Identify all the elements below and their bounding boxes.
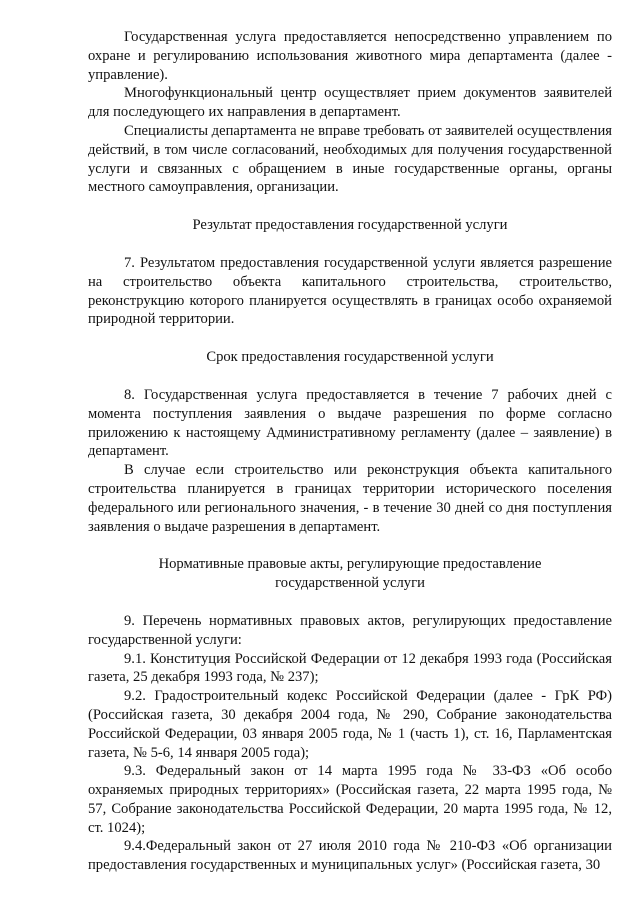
paragraph-9-3: 9.3. Федеральный закон от 14 марта 1995 года № 33-ФЗ «Об особо охраняемых природных территориях» (Российская газета, 22 марта 1995 года, № 57, Собрание законодательства Российской Федерации, 20 марта 1995 года, № 12, ст. 1024); [88, 763, 612, 836]
paragraph-8-historic: В случае если строительство или реконструкция объекта капитального строительства планируется в границах территории исторического поселения федерального или регионального значения, - в течение 30 дней со дня поступления заявления о выдаче разрешения в департамент. [88, 462, 612, 535]
paragraph-9-2: 9.2. Градостроительный кодекс Российской Федерации (далее - ГрК РФ) (Российская газета, 30 декабря 2004 года, № 290, Собрание законодательства Российской Федерации, 03 января 2005 года, № 1 (часть 1), ст. 16, Парламентская газета, № 5-6, 14 января 2005 года); [88, 688, 612, 761]
paragraph-specialists: Специалисты департамента не вправе требовать от заявителей осуществления действий, в том числе согласований, необходимых для получения государственной услуги и связанных с обращением в иные государственные органы, органы местного самоуправления, организации. [88, 122, 612, 196]
paragraph-8: 8. Государственная услуга предоставляется в течение 7 рабочих дней с момента поступления заявления о выдаче разрешения по форме согласно приложению к настоящему Административному регламенту (далее – заявление) в департамент. [88, 386, 612, 460]
paragraph-management: Государственная услуга предоставляется непосредственно управлением по охране и регулированию использования животного мира департамента (далее - управление). [88, 29, 612, 83]
paragraph-9: 9. Перечень нормативных правовых актов, регулирующих предоставление государственной услуги: [88, 612, 612, 648]
paragraph-9-1: 9.1. Конституция Российской Федерации от 12 декабря 1993 года (Российская газета, 25 декабря 1993 года, № 237); [88, 650, 612, 686]
paragraph-mfc: Многофункциональный центр осуществляет прием документов заявителей для последующего их направления в департамент. [88, 85, 612, 121]
document-body [88, 28, 612, 875]
paragraph-7: 7. Результатом предоставления государственной услуги является разрешение на строительство объекта капитального строительства, строительство, реконструкцию которого планируется осуществлять в границах особо охраняемой природной территории. [88, 254, 612, 328]
section-heading-acts-line-2: государственной услуги [275, 575, 425, 592]
section-heading-term: Срок предоставления государственной услуги [206, 349, 494, 366]
section-heading-acts-line-1: Нормативные правовые акты, регулирующие предоставление [158, 556, 542, 573]
section-heading-result: Результат предоставления государственной услуги [192, 217, 508, 234]
paragraph-9-4: 9.4.Федеральный закон от 27 июля 2010 года № 210-ФЗ «Об организации предоставления государственных и муниципальных услуг» (Российская газета, 30 [88, 838, 612, 874]
